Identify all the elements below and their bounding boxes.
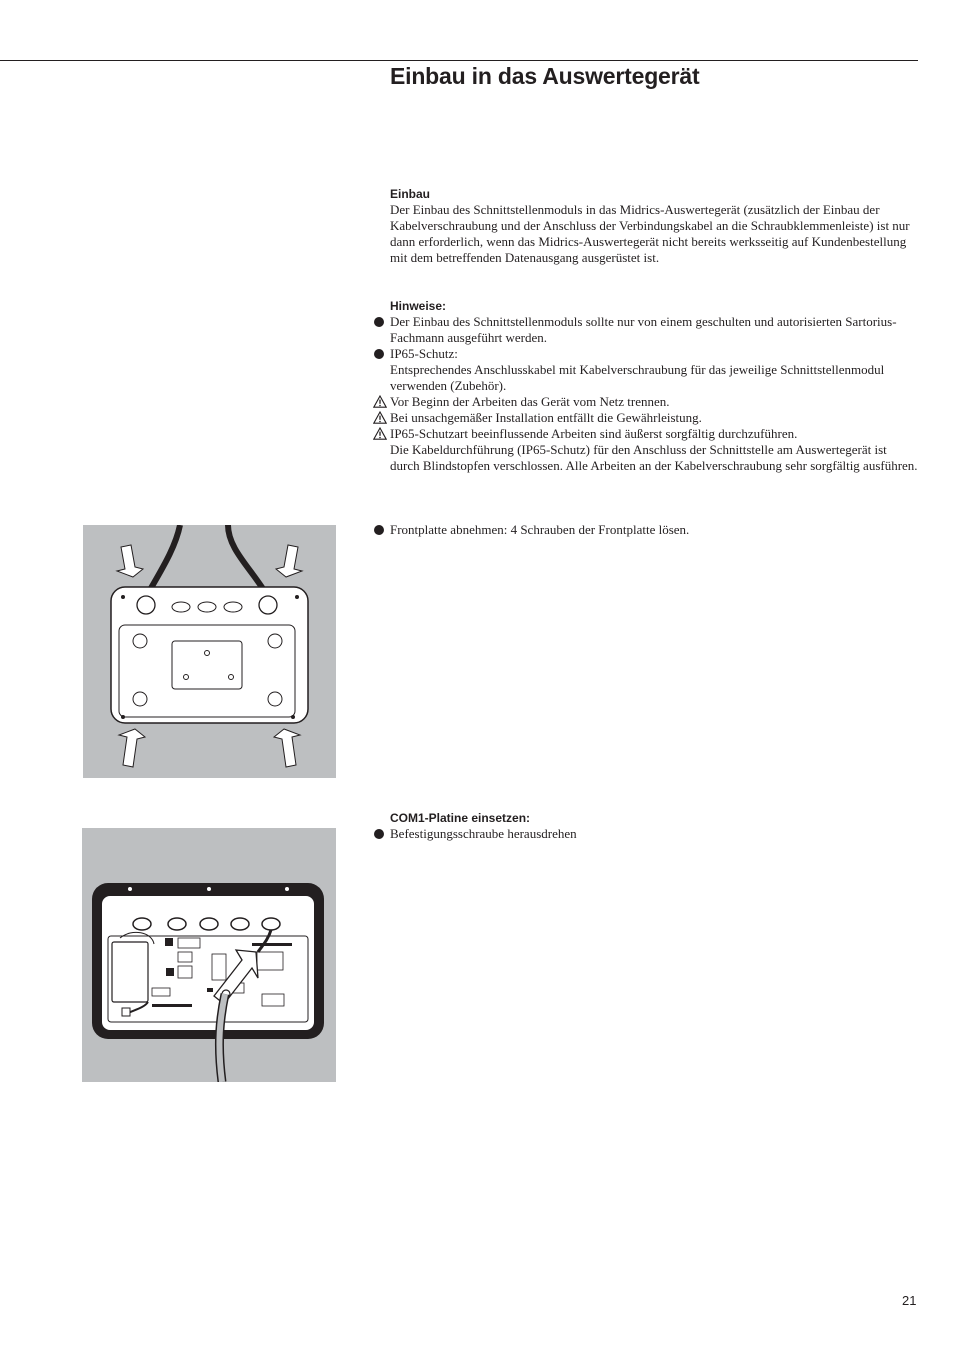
page-title: Einbau in das Auswertegerät (390, 63, 700, 89)
list-item-text: Der Einbau des Schnittstellenmoduls sollte nur von einem geschulten und autorisierten Sartorius-Fachmann ausgeführt werden. (390, 314, 897, 345)
step2-text: Befestigungsschraube herausdrehen (390, 826, 577, 841)
list-item-subtext: Entsprechendes Anschlusskabel mit Kabelverschraubung für das jeweilige Schnittstellenmodul verwenden (Zubehör). (390, 362, 885, 393)
bullet-icon (374, 829, 384, 839)
list-item (390, 410, 918, 426)
com1-board-illustration (82, 828, 336, 1082)
bullet-icon (374, 525, 384, 535)
step2-heading: COM1-Platine einsetzen: (390, 811, 531, 825)
warning-triangle-icon (373, 411, 387, 424)
figure-com1-board (82, 828, 336, 1082)
figure-front-plate (83, 525, 336, 778)
einbau-body: Der Einbau des Schnittstellenmoduls in das Midrics-Auswertegerät (zusätzlich der Einbau der Kabelverschraubung und der Anschluss der Verbindungskabel an die Schraubklemmenleiste) ist nur dann erforderlich, wenn das Midrics-Auswertegerät nicht bereits werksseitig auf Kundenbestellung mit dem betreffenden Datenausgang ausgerüstet ist. (390, 202, 910, 265)
einbau-section (390, 186, 918, 266)
header-rule (0, 60, 918, 61)
warning-triangle-icon (373, 395, 387, 408)
step1-section (390, 522, 918, 538)
step2-section (390, 810, 918, 842)
list-item (390, 522, 918, 538)
warning-triangle-icon (373, 427, 387, 440)
page-number: 21 (902, 1293, 917, 1308)
hinweise-section (390, 298, 918, 474)
list-item-subtext: Die Kabeldurchführung (IP65-Schutz) für den Anschluss der Schnittstelle am Auswertegerät ist durch Blindstopfen verschlossen. Alle Arbeiten an der Kabelverschraubung sehr sorgfältig ausführen. (390, 442, 918, 473)
einbau-heading: Einbau (390, 187, 431, 201)
list-item (390, 314, 918, 346)
list-item-text: Vor Beginn der Arbeiten das Gerät vom Netz trennen. (390, 394, 670, 409)
bullet-icon (374, 317, 384, 327)
step1-text: Frontplatte abnehmen: 4 Schrauben der Frontplatte lösen. (390, 522, 690, 537)
list-item (390, 826, 918, 842)
list-item-text: IP65-Schutzart beeinflussende Arbeiten sind äußerst sorgfältig durchzuführen. (390, 426, 798, 441)
list-item (390, 394, 918, 410)
list-item-text: Bei unsachgemäßer Installation entfällt die Gewährleistung. (390, 410, 702, 425)
list-item (390, 346, 918, 394)
list-item (390, 426, 918, 474)
bullet-icon (374, 349, 384, 359)
front-plate-illustration (83, 525, 336, 778)
list-item-text: IP65-Schutz: (390, 346, 458, 361)
hinweise-heading: Hinweise: (390, 299, 447, 313)
